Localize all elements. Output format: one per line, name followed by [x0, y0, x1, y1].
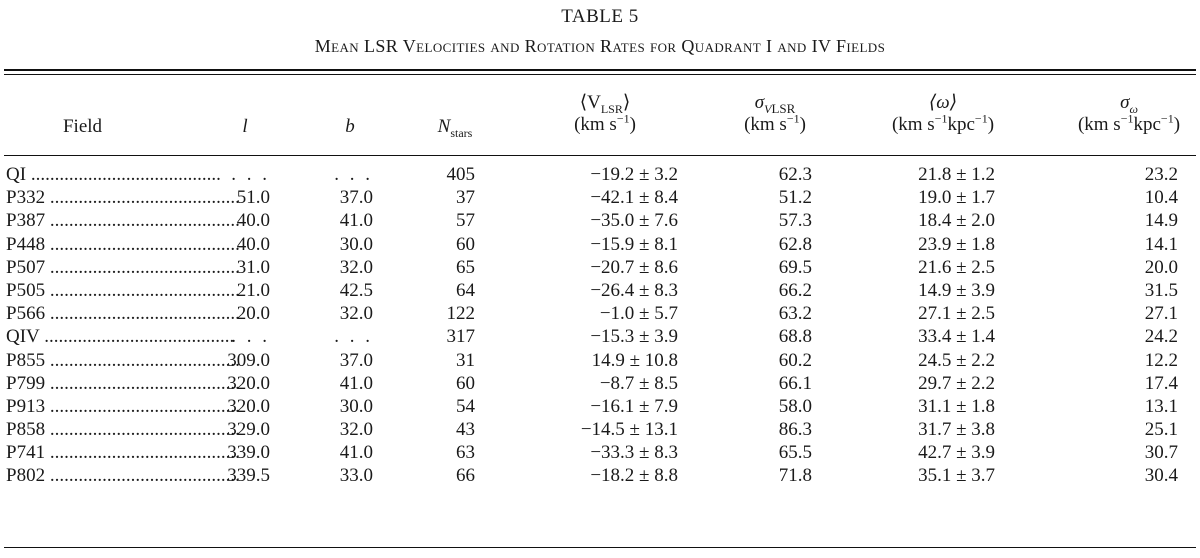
vlsr-cell: −42.1 ± 8.4 [590, 187, 678, 209]
top-rule [4, 69, 1196, 71]
omega-cell: 24.5 ± 2.2 [918, 349, 995, 371]
sigma-omega-cell: 12.2 [1144, 349, 1178, 371]
longitude-cell: 329.0 [227, 419, 270, 441]
header-nstars: $N_{stars}$ [437, 116, 473, 140]
latitude-cell: . . . [334, 164, 373, 185]
nstars-cell: 57 [456, 210, 475, 232]
sigma-omega-cell: 31.5 [1144, 279, 1178, 301]
leader-dots: ........................................ [39, 326, 235, 348]
latitude-cell: 37.0 [339, 349, 373, 371]
leader-dots: ........................................ [45, 279, 240, 301]
omega-cell: 14.9 ± 3.9 [918, 279, 995, 301]
field-cell: P507 ........................................ [6, 256, 240, 278]
omega-cell: 18.4 ± 2.0 [918, 210, 995, 232]
nstars-cell: 64 [456, 279, 475, 301]
table-row [0, 233, 1200, 256]
longitude-cell: 320.0 [227, 372, 270, 394]
header-sigma-vlsr: $\sigma_{VLSR}$ (km $s^{-1}$) [744, 92, 806, 135]
nstars-cell: 37 [456, 187, 475, 209]
leader-dots: ........................................ [45, 442, 240, 464]
field-cell: P802 ........................................ [6, 465, 240, 487]
omega-cell: 29.7 ± 2.2 [918, 372, 995, 394]
leader-dots: ........................................ [45, 419, 240, 441]
sigma-vlsr-cell: 68.8 [778, 326, 812, 348]
longitude-cell: 339.5 [227, 465, 270, 487]
field-cell: P505 ........................................ [6, 279, 240, 301]
table-body [0, 163, 1200, 488]
omega-cell: 21.6 ± 2.5 [918, 256, 995, 278]
latitude-cell: 42.5 [339, 279, 373, 301]
omega-cell: 23.9 ± 1.8 [918, 233, 995, 255]
vlsr-cell: −18.2 ± 8.8 [590, 465, 678, 487]
leader-dots: ........................................ [45, 303, 240, 325]
vlsr-cell: −8.7 ± 8.5 [599, 372, 678, 394]
vlsr-cell: −16.1 ± 7.9 [590, 395, 678, 417]
vlsr-cell: −20.7 ± 8.6 [590, 256, 678, 278]
nstars-cell: 405 [446, 164, 475, 185]
field-cell: P799 ........................................ [6, 372, 240, 394]
sigma-omega-cell: 14.9 [1144, 210, 1178, 232]
latitude-cell: 32.0 [339, 303, 373, 325]
field-cell: P332 ........................................ [6, 187, 240, 209]
table-row [0, 395, 1200, 418]
table-row [0, 349, 1200, 372]
sigma-omega-cell: 30.4 [1144, 465, 1178, 487]
nstars-cell: 60 [456, 372, 475, 394]
sigma-vlsr-cell: 65.5 [778, 442, 812, 464]
latitude-cell: 41.0 [339, 210, 373, 232]
header-b: b [345, 116, 355, 137]
nstars-cell: 43 [456, 419, 475, 441]
header-omega: ⟨ω⟩ (km $s^{-1}kpc^{-1}$) [891, 92, 995, 135]
sigma-vlsr-cell: 62.8 [778, 233, 812, 255]
nstars-cell: 60 [456, 233, 475, 255]
table-row [0, 256, 1200, 279]
longitude-cell: . . . [231, 164, 270, 185]
table-row [0, 163, 1200, 186]
field-cell: P448 ........................................ [6, 233, 240, 255]
leader-dots: ........................................ [45, 210, 240, 232]
longitude-cell: 31.0 [236, 256, 270, 278]
header-sigma-omega: $\sigma_\omega$ (km $s^{-1}kpc^{-1}$) [1077, 92, 1181, 135]
latitude-cell: 30.0 [339, 395, 373, 417]
longitude-cell: 40.0 [236, 233, 270, 255]
sigma-vlsr-cell: 57.3 [778, 210, 812, 232]
omega-cell: 42.7 ± 3.9 [918, 442, 995, 464]
vlsr-cell: −15.9 ± 8.1 [590, 233, 678, 255]
latitude-cell: 33.0 [339, 465, 373, 487]
sigma-vlsr-cell: 62.3 [778, 164, 812, 185]
longitude-cell: 320.0 [227, 395, 270, 417]
sigma-omega-cell: 30.7 [1144, 442, 1178, 464]
sigma-omega-cell: 17.4 [1144, 372, 1178, 394]
sigma-omega-cell: 13.1 [1144, 395, 1178, 417]
longitude-cell: 21.0 [236, 279, 270, 301]
vlsr-cell: −26.4 ± 8.3 [590, 279, 678, 301]
omega-cell: 33.4 ± 1.4 [918, 326, 995, 348]
nstars-cell: 317 [446, 326, 475, 348]
vlsr-cell: −14.5 ± 13.1 [580, 419, 678, 441]
table-row [0, 186, 1200, 209]
field-cell: P387 ........................................ [6, 210, 240, 232]
table-row [0, 464, 1200, 487]
longitude-cell: 339.0 [227, 442, 270, 464]
vlsr-cell: −33.3 ± 8.3 [590, 442, 678, 464]
latitude-cell: 41.0 [339, 372, 373, 394]
leader-dots: ........................................ [45, 465, 240, 487]
latitude-cell: 37.0 [339, 187, 373, 209]
leader-dots: ........................................ [45, 256, 240, 278]
header-vlsr: $⟨V_{LSR}⟩$ (km $s^{-1}$) [574, 92, 636, 135]
nstars-cell: 66 [456, 465, 475, 487]
vlsr-cell: −19.2 ± 3.2 [590, 164, 678, 185]
longitude-cell: . . . [231, 326, 270, 348]
table-row [0, 441, 1200, 464]
latitude-cell: 32.0 [339, 256, 373, 278]
field-cell: P855 ........................................ [6, 349, 240, 371]
latitude-cell: 32.0 [339, 419, 373, 441]
nstars-cell: 54 [456, 395, 475, 417]
sigma-vlsr-cell: 66.2 [778, 279, 812, 301]
nstars-cell: 31 [456, 349, 475, 371]
longitude-cell: 309.0 [227, 349, 270, 371]
longitude-cell: 20.0 [236, 303, 270, 325]
sigma-omega-cell: 20.0 [1144, 256, 1178, 278]
leader-dots: ........................................ [45, 233, 240, 255]
sigma-omega-cell: 23.2 [1144, 164, 1178, 185]
leader-dots: ........................................ [45, 187, 240, 209]
field-cell: P741 ........................................ [6, 442, 240, 464]
table-title: Mean LSR Velocities and Rotation Rates for Quadrant I and IV Fields [314, 36, 886, 56]
sigma-omega-cell: 10.4 [1144, 187, 1178, 209]
vlsr-cell: −1.0 ± 5.7 [599, 303, 678, 325]
sigma-vlsr-cell: 69.5 [778, 256, 812, 278]
sigma-vlsr-cell: 58.0 [778, 395, 812, 417]
sigma-vlsr-cell: 66.1 [778, 372, 812, 394]
table-row [0, 372, 1200, 395]
bottom-rule [4, 547, 1196, 548]
nstars-cell: 122 [446, 303, 475, 325]
vlsr-cell: 14.9 ± 10.8 [591, 349, 678, 371]
table-row [0, 209, 1200, 232]
field-cell: P858 ........................................ [6, 419, 240, 441]
latitude-cell: 41.0 [339, 442, 373, 464]
header-l: l [242, 116, 248, 137]
table-row [0, 418, 1200, 441]
longitude-cell: 40.0 [236, 210, 270, 232]
table-row [0, 302, 1200, 325]
vlsr-cell: −15.3 ± 3.9 [590, 326, 678, 348]
top-rule-thin [4, 74, 1196, 75]
leader-dots: ........................................ [45, 349, 240, 371]
omega-cell: 31.1 ± 1.8 [918, 395, 995, 417]
sigma-vlsr-cell: 60.2 [778, 349, 812, 371]
table-number: TABLE 5 [561, 6, 639, 27]
sigma-omega-cell: 27.1 [1144, 303, 1178, 325]
field-cell: P566 ........................................ [6, 303, 240, 325]
leader-dots: ........................................ [45, 395, 240, 417]
omega-cell: 35.1 ± 3.7 [918, 465, 995, 487]
sigma-vlsr-cell: 51.2 [778, 187, 812, 209]
leader-dots: ........................................ [45, 372, 240, 394]
sigma-omega-cell: 14.1 [1144, 233, 1178, 255]
latitude-cell: 30.0 [339, 233, 373, 255]
vlsr-cell: −35.0 ± 7.6 [590, 210, 678, 232]
field-cell: QIV ........................................ [6, 326, 235, 348]
nstars-cell: 65 [456, 256, 475, 278]
omega-cell: 31.7 ± 3.8 [918, 419, 995, 441]
sigma-vlsr-cell: 63.2 [778, 303, 812, 325]
longitude-cell: 51.0 [236, 187, 270, 209]
leader-dots: ........................................ [26, 164, 221, 185]
header-field: Field [62, 116, 103, 137]
table-row [0, 279, 1200, 302]
omega-cell: 27.1 ± 2.5 [918, 303, 995, 325]
omega-cell: 19.0 ± 1.7 [918, 187, 995, 209]
nstars-cell: 63 [456, 442, 475, 464]
sigma-omega-cell: 25.1 [1144, 419, 1178, 441]
latitude-cell: . . . [334, 326, 373, 348]
sigma-vlsr-cell: 71.8 [778, 465, 812, 487]
sigma-omega-cell: 24.2 [1144, 326, 1178, 348]
field-cell: P913 ........................................ [6, 395, 240, 417]
omega-cell: 21.8 ± 1.2 [918, 164, 995, 185]
field-cell: QI ........................................ [6, 164, 221, 185]
table-row [0, 325, 1200, 348]
sigma-vlsr-cell: 86.3 [778, 419, 812, 441]
header-rule [4, 155, 1196, 156]
